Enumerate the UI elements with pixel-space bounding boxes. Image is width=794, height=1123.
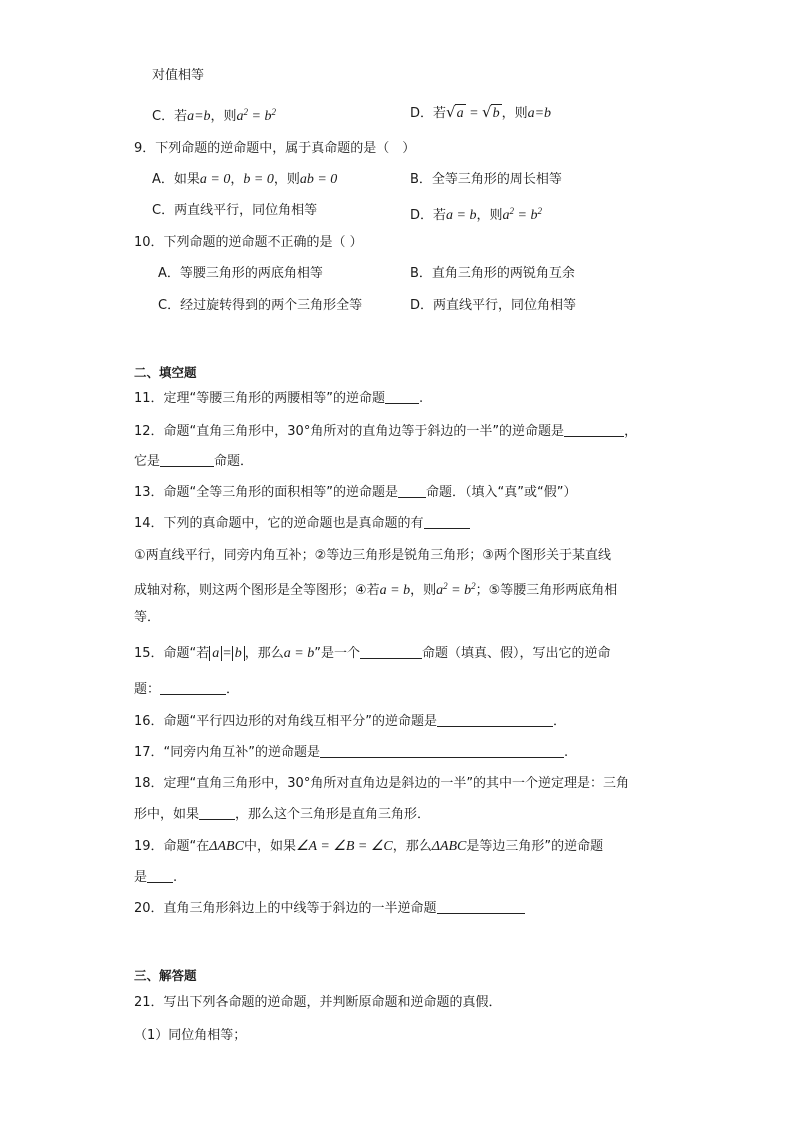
q17: 17．“同旁内角互补”的逆命题是 .	[134, 745, 569, 760]
q13: 13．命题“全等三角形的面积相等”的逆命题是 命题．（填入“真”或“假”）	[134, 485, 577, 500]
q8-tail: 对值相等	[152, 68, 205, 83]
q12-line1: 12．命题“直角三角形中，30°角所对的直角边等于斜边的一半”的逆命题是 ，	[134, 424, 638, 439]
q9-option-b: B．全等三角形的周长相等	[410, 172, 562, 187]
q14-line3: 等．	[134, 610, 161, 625]
answer-blank[interactable]	[385, 391, 419, 404]
q12-line2: 它是 命题．	[134, 454, 254, 469]
q10-option-a: A．等腰三角形的两底角相等	[158, 266, 323, 281]
q19-line2: 是 .	[134, 870, 178, 885]
q15-line2: 题： ．	[134, 682, 240, 697]
q10-option-d: D．两直线平行，同位角相等	[410, 298, 577, 313]
q19-line1: 19．命题“在ΔABC中，如果∠A = ∠B = ∠C，那么ΔABC是等边三角形”的逆命题	[134, 839, 604, 854]
q11: 11．定理“等腰三角形的两腰相等”的逆命题 .	[134, 391, 424, 406]
q8-option-d: D．若√a = √b ，则a=b	[410, 103, 552, 121]
q20: 20．直角三角形斜边上的中线等于斜边的一半逆命题	[134, 900, 525, 918]
answer-blank[interactable]	[199, 807, 235, 820]
q14-line1: ①两直线平行，同旁内角互补；②等边三角形是锐角三角形；③两个图形关于某直线	[134, 548, 611, 563]
q15-line1: 15．命题“若 a = b ，那么a = b”是一个 命题（填真、假），写出它的逆命	[134, 646, 611, 661]
q21-part1: （1）同位角相等；	[134, 1028, 247, 1043]
answer-blank[interactable]	[437, 901, 525, 914]
q10-stem: 10．下列命题的逆命题不正确的是（ ）	[134, 235, 363, 250]
q14-line2: 成轴对称，则这两个图形是全等图形；④若a = b，则$a^2 = b^2$；⑤等腰三角形两底角相	[134, 581, 618, 598]
q18-line2: 形中，如果 ，那么这个三角形是直角三角形．	[134, 807, 431, 822]
answer-blank[interactable]	[160, 682, 226, 695]
answer-blank[interactable]	[564, 424, 624, 437]
q9-option-a: A．如果a = 0，b = 0，则ab = 0	[152, 172, 338, 187]
answer-blank[interactable]	[160, 454, 214, 467]
answer-blank[interactable]	[437, 714, 553, 727]
q21-stem: 21．写出下列各命题的逆命题，并判断原命题和逆命题的真假．	[134, 995, 502, 1010]
q18-line1: 18．定理“直角三角形中，30°角所对直角边是斜边的一半”的其中一个逆定理是：三角	[134, 776, 630, 791]
q9-stem: 9．下列命题的逆命题中，属于真命题的是（ ）	[134, 141, 416, 156]
q10-option-b: B．直角三角形的两锐角互余	[410, 266, 575, 281]
section-heading-fill: 二、填空题	[134, 365, 197, 380]
answer-blank[interactable]	[320, 745, 564, 758]
q9-option-c: C．两直线平行，同位角相等	[152, 203, 318, 218]
answer-blank[interactable]	[147, 870, 173, 883]
q10-option-c: C．经过旋转得到的两个三角形全等	[158, 298, 363, 313]
q16: 16．命题“平行四边形的对角线互相平分”的逆命题是 ．	[134, 714, 567, 729]
q9-option-d: D．若a = b，则$a^2 = b^2$	[410, 206, 542, 223]
answer-blank[interactable]	[360, 646, 422, 659]
section-heading-answer: 三、解答题	[134, 968, 197, 983]
q14-stem: 14．下列的真命题中，它的逆命题也是真命题的有	[134, 515, 470, 533]
answer-blank[interactable]	[398, 485, 426, 498]
q8-option-c: C．若a=b，则$a^2 = b^2$	[152, 107, 276, 124]
answer-blank[interactable]	[424, 516, 470, 529]
